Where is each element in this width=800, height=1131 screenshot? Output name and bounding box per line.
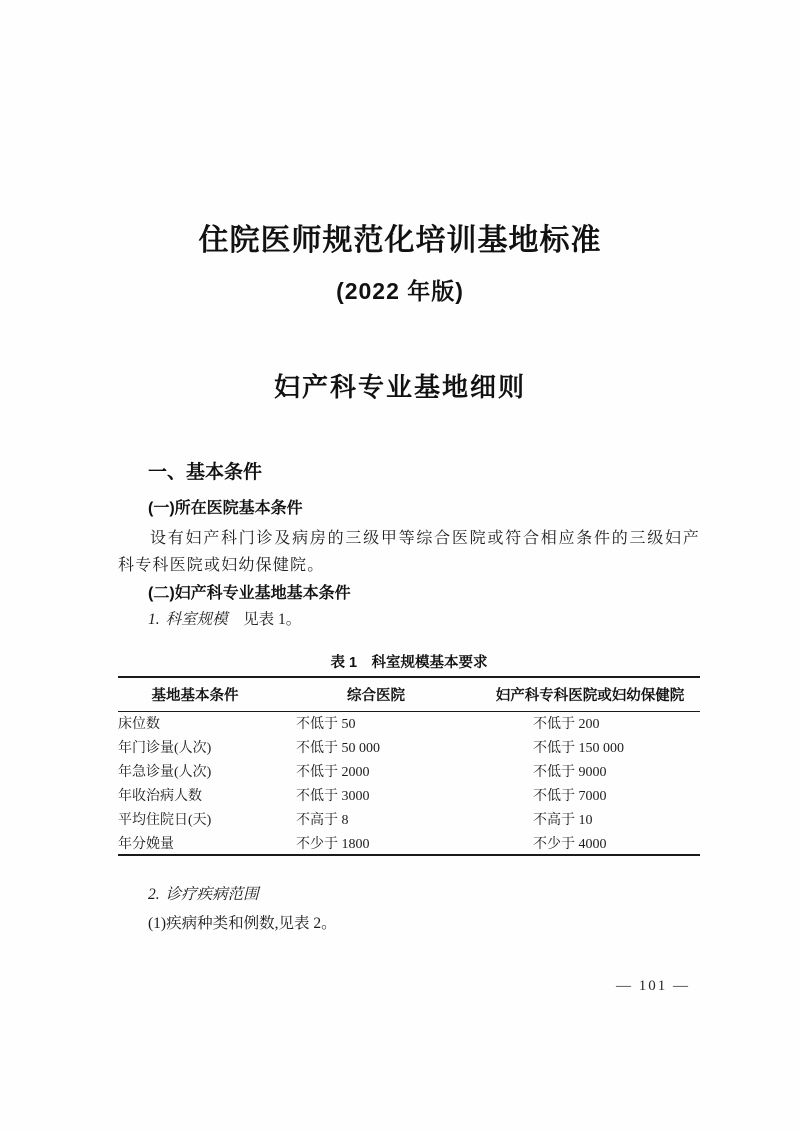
- page-number: — 101 —: [616, 978, 690, 994]
- cell: 不低于 150 000: [533, 741, 624, 756]
- item-disease-scope: [148, 884, 700, 906]
- item-reference: 见表 1。: [243, 611, 302, 628]
- cell: 年分娩量: [118, 836, 174, 852]
- document-body: [118, 460, 700, 935]
- cell: 不低于 3000: [296, 789, 370, 804]
- table-row: [118, 711, 700, 735]
- item-title: 科室规模: [165, 611, 228, 628]
- cell: 不低于 9000: [533, 765, 607, 780]
- cell: 不低于 50: [296, 717, 356, 733]
- column-header: 综合医院: [272, 677, 480, 711]
- subheading-base-conditions: (二)妇产科专业基地基本条件: [148, 585, 351, 602]
- subheading-hospital-conditions: (一)所在医院基本条件: [148, 500, 303, 517]
- item-number: 1.: [148, 611, 160, 628]
- cell: 不高于 8: [296, 813, 349, 828]
- table-header-row: [118, 677, 700, 711]
- cell: 不少于 1800: [296, 836, 370, 852]
- cell: 不低于 2000: [296, 765, 370, 780]
- table1-caption: 表 1 科室规模基本要求: [330, 655, 488, 671]
- item-department-scale: [148, 609, 700, 631]
- document-title: 住院医师规范化培训基地标准: [198, 224, 602, 257]
- cell: 不低于 7000: [533, 789, 607, 804]
- table1-department-scale: [118, 676, 700, 856]
- cell: 年收治病人数: [118, 789, 202, 804]
- section-heading-basic-conditions: 一、基本条件: [148, 462, 263, 483]
- item-number: 2.: [148, 886, 160, 903]
- document-edition: (2022 年版): [336, 278, 464, 304]
- cell: 平均住院日(天): [118, 813, 212, 828]
- column-header: 基地基本条件: [118, 677, 272, 711]
- cell: 不少于 4000: [533, 836, 607, 852]
- table-row: [118, 831, 700, 855]
- table-row: [118, 759, 700, 783]
- cell: 不低于 50 000: [296, 741, 380, 756]
- cell: 不高于 10: [533, 813, 593, 828]
- table-row: [118, 807, 700, 831]
- item-disease-types: (1)疾病种类和例数,见表 2。: [148, 915, 337, 932]
- cell: 床位数: [118, 717, 160, 733]
- cell: 年急诊量(人次): [118, 765, 212, 780]
- table-row: [118, 735, 700, 759]
- paragraph-hospital-requirement: 设有妇产科门诊及病房的三级甲等综合医院或符合相应条件的三级妇产科专科医院或妇幼保健院。: [118, 530, 700, 574]
- table-row: [118, 783, 700, 807]
- specialty-subtitle: 妇产科专业基地细则: [273, 372, 526, 402]
- column-header: 妇产科专科医院或妇幼保健院: [480, 677, 700, 711]
- cell: 年门诊量(人次): [118, 741, 212, 756]
- item-title: 诊疗疾病范围: [165, 886, 259, 903]
- cell: 不低于 200: [533, 717, 600, 733]
